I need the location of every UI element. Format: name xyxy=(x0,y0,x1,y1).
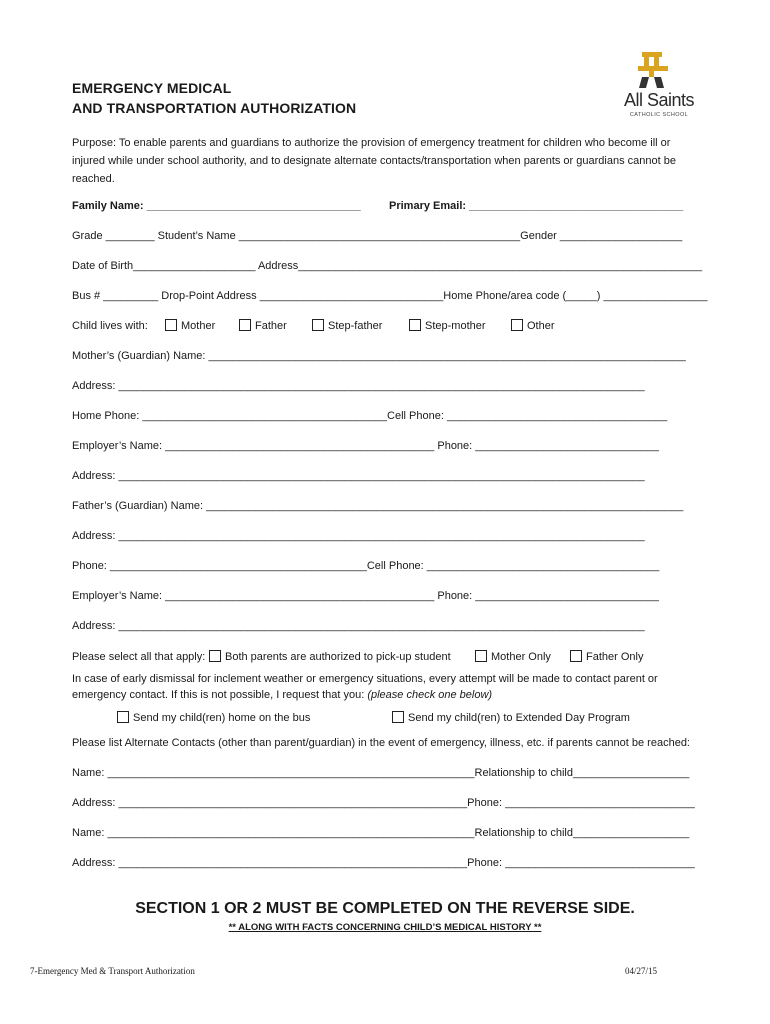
father-employer-field[interactable]: Employer’s Name: ____________________________________________ Phone: ______________________________ xyxy=(72,590,659,602)
lives-with-mother[interactable] xyxy=(165,319,215,333)
section-notice: SECTION 1 OR 2 MUST BE COMPLETED ON THE REVERSE SIDE. xyxy=(135,900,635,917)
alt-contact-2-address-field[interactable]: Address: _________________________________________________________Phone: _______________________________ xyxy=(72,857,695,869)
option-label: Mother xyxy=(181,320,216,332)
checkbox[interactable] xyxy=(209,650,221,662)
lives-with-stepfather[interactable] xyxy=(312,319,382,333)
alternate-contacts-intro: Please list Alternate Contacts (other than parent/guardian) in the event of emergency, illness, etc. if parents cannot be reached: xyxy=(72,737,690,749)
purpose-text: Purpose: To enable parents and guardians to authorize the provision of emergency treatment for children who become ill or injured while under school authority, and to designate alternate contacts/transportation when parents or guardians cannot be reached. xyxy=(72,137,676,185)
mother-employer-field[interactable]: Employer’s Name: ____________________________________________ Phone: ______________________________ xyxy=(72,440,659,452)
checkbox[interactable] xyxy=(392,711,404,723)
lives-with-other[interactable] xyxy=(511,319,555,333)
bus-droppoint-phone-field[interactable]: Bus # _________ Drop-Point Address ______________________________Home Phone/area code (_____) _________________ xyxy=(72,290,708,302)
father-name-field[interactable]: Father’s (Guardian) Name: ______________________________________________________________________________ xyxy=(72,500,684,512)
mother-employer-address-field[interactable]: Address: ______________________________________________________________________________________ xyxy=(72,470,645,482)
lives-with-father[interactable] xyxy=(239,319,287,333)
option-label: Father Only xyxy=(586,651,644,663)
pickup-father-only[interactable] xyxy=(570,650,643,664)
father-phone-field[interactable]: Phone: __________________________________________Cell Phone: ______________________________________ xyxy=(72,560,660,572)
checkbox[interactable] xyxy=(239,319,251,331)
cross-emblem-icon xyxy=(618,50,700,90)
alt-contact-1-address-field[interactable]: Address: _________________________________________________________Phone: _______________________________ xyxy=(72,797,695,809)
lives-with-stepmother[interactable] xyxy=(409,319,486,333)
checkbox[interactable] xyxy=(475,650,487,662)
mother-address-field[interactable]: Address: ______________________________________________________________________________________ xyxy=(72,380,645,392)
father-address-field[interactable]: Address: ______________________________________________________________________________________ xyxy=(72,530,645,542)
child-lives-with-label: Child lives with: xyxy=(72,320,148,332)
option-label: Other xyxy=(527,320,555,332)
option-label: Both parents are authorized to pick-up student xyxy=(225,651,451,663)
primary-email-field[interactable] xyxy=(389,199,683,213)
title-line-1: EMERGENCY MEDICAL xyxy=(72,80,232,96)
family-name-field[interactable] xyxy=(72,199,361,213)
send-home-bus-option[interactable] xyxy=(117,711,310,725)
form-title xyxy=(72,78,356,118)
dob-address-field[interactable]: Date of Birth____________________ Address__________________________________________________________________ xyxy=(72,260,703,272)
home-cell-phone-field[interactable]: Home Phone: ________________________________________Cell Phone: ____________________________________ xyxy=(72,410,668,422)
primary-email-label: Primary Email: ___________________________________ xyxy=(389,200,684,212)
option-label: Step-father xyxy=(328,320,383,332)
father-employer-address-field[interactable]: Address: ______________________________________________________________________________________ xyxy=(72,620,645,632)
pickup-mother-only[interactable] xyxy=(475,650,551,664)
option-label: Step-mother xyxy=(425,320,486,332)
checkbox[interactable] xyxy=(570,650,582,662)
medical-history-notice: ** ALONG WITH FACTS CONCERNING CHILD’S MEDICAL HISTORY ** xyxy=(228,922,542,933)
checkbox[interactable] xyxy=(165,319,177,331)
grade-student-gender-field[interactable]: Grade ________ Student’s Name ______________________________________________Gender ____________________ xyxy=(72,230,683,242)
dismissal-instruction: (please check one below) xyxy=(367,689,493,701)
school-logo xyxy=(618,50,700,122)
logo-subtitle: CATHOLIC SCHOOL xyxy=(629,112,689,118)
title-line-2: AND TRANSPORTATION AUTHORIZATION xyxy=(72,100,357,116)
option-label: Send my child(ren) home on the bus xyxy=(133,712,311,724)
send-extended-day-option[interactable] xyxy=(392,711,630,725)
checkbox[interactable] xyxy=(511,319,523,331)
checkbox[interactable] xyxy=(409,319,421,331)
option-label: Send my child(ren) to Extended Day Program xyxy=(408,712,630,724)
checkbox[interactable] xyxy=(312,319,324,331)
pickup-both-parents[interactable] xyxy=(209,650,451,664)
mother-name-field[interactable]: Mother’s (Guardian) Name: ______________________________________________________________________________ xyxy=(72,350,686,362)
dismissal-text: In case of early dismissal for inclement weather or emergency situations, every attempt will be made to contact parent or emergency contact. If this is not possible, I request that you: xyxy=(72,673,658,701)
option-label: Father xyxy=(255,320,287,332)
dismissal-paragraph xyxy=(72,671,702,703)
alt-contact-1-name-field[interactable]: Name: ____________________________________________________________Relationship to child___________________ xyxy=(72,767,690,779)
checkbox[interactable] xyxy=(117,711,129,723)
alt-contact-2-name-field[interactable]: Name: ____________________________________________________________Relationship to child___________________ xyxy=(72,827,690,839)
family-name-label: Family Name: ___________________________________ xyxy=(72,200,361,212)
option-label: Mother Only xyxy=(491,651,551,663)
logo-name: All Saints xyxy=(623,90,695,110)
pickup-label: Please select all that apply: xyxy=(72,651,206,663)
footer-document-name: 7-Emergency Med & Transport Authorization xyxy=(30,966,195,976)
footer-date: 04/27/15 xyxy=(625,966,658,976)
